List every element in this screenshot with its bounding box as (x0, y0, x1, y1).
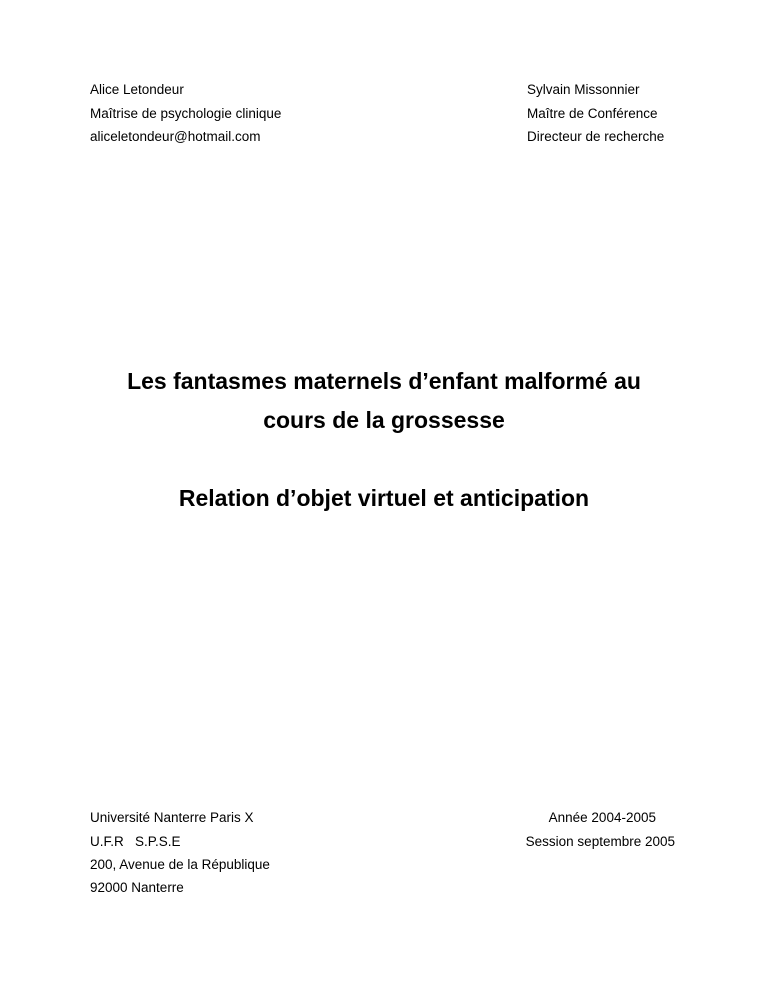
title-line-2: cours de la grossesse (263, 407, 505, 433)
director-role: Directeur de recherche (527, 129, 665, 144)
university-city: 92000 Nanterre (90, 880, 184, 895)
academic-year: Année 2004-2005 (548, 810, 656, 825)
director-rank: Maître de Conférence (527, 106, 658, 121)
subtitle: Relation d’objet virtuel et anticipation (178, 485, 590, 511)
university-name: Université Nanterre Paris X (90, 810, 254, 825)
author-name: Alice Letondeur (90, 82, 184, 97)
title-line-1: Les fantasmes maternels d’enfant malformé au (127, 368, 641, 394)
university-street: 200, Avenue de la République (90, 857, 270, 872)
university-ufr: U.F.R S.P.S.E (90, 834, 181, 849)
author-degree: Maîtrise de psychologie clinique (90, 106, 282, 121)
author-email: aliceletondeur@hotmail.com (90, 129, 261, 144)
director-name: Sylvain Missonnier (527, 82, 640, 97)
exam-session: Session septembre 2005 (525, 834, 675, 849)
